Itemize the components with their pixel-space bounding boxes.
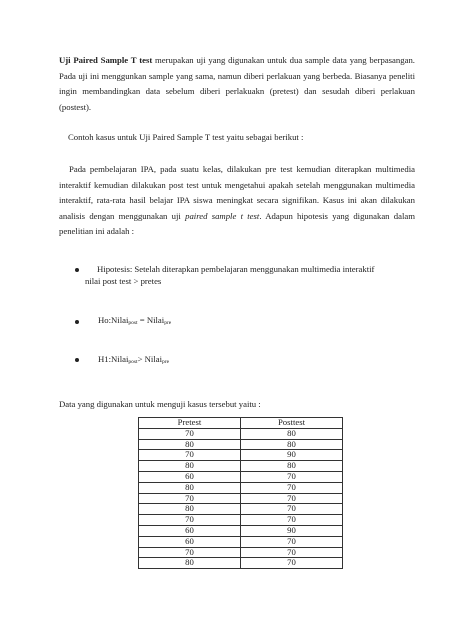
table-row <box>139 536 343 547</box>
posttest-cell: 70 <box>241 536 343 547</box>
intro-text: merupakan uji yang digunakan untuk dua sample data yang berpasangan. Pada uji ini menggunkan sample yang sama, namun diberi perlakuan yang berbeda. Biasanya peneliti ingin membandingkan data sebelum diberi perlakuakn (pretest) dan sesudah diberi perlakuan (postest). <box>59 55 415 112</box>
header-posttest: Posttest <box>241 418 343 429</box>
pretest-cell: 70 <box>139 493 241 504</box>
pretest-cell: 60 <box>139 525 241 536</box>
posttest-cell: 70 <box>241 547 343 558</box>
hypothesis-line-1: Hipotesis: Setelah diterapkan pembelajaran menggunakan multimedia interaktif <box>97 264 375 274</box>
posttest-cell: 80 <box>241 461 343 472</box>
case-text-italic: paired sample t test <box>185 210 260 221</box>
posttest-cell: 70 <box>241 482 343 493</box>
pretest-cell: 70 <box>139 428 241 439</box>
table-row <box>139 558 343 569</box>
data-table <box>138 417 343 569</box>
bullet-icon <box>75 320 79 324</box>
table-row <box>139 450 343 461</box>
intro-paragraph <box>59 53 415 115</box>
table-row <box>139 547 343 558</box>
h1-line <box>98 353 169 368</box>
table-row <box>139 439 343 450</box>
h0-mid: = Nilai <box>137 315 165 325</box>
h1-prefix: H1:Nilai <box>98 354 129 364</box>
pretest-cell: 70 <box>139 450 241 461</box>
header-pretest: Pretest <box>139 418 241 429</box>
pretest-cell: 70 <box>139 515 241 526</box>
case-paragraph <box>59 162 415 240</box>
pretest-cell: 80 <box>139 461 241 472</box>
table-row <box>139 515 343 526</box>
posttest-cell: 70 <box>241 471 343 482</box>
case-text: Pada pembelajaran IPA, pada suatu kelas, dilakukan pre test kemudian diterapkan multimedia interaktif kemudian dilakukan post test untuk mengetahui apakah setelah menggunakan multimedia interaktif, rata-rata hasil belajar IPA siswa meningkat secara signifikan. Kasus ini akan dilakukan analisis dengan menggunakan uji <box>59 164 415 221</box>
bullet-icon <box>75 358 79 362</box>
h1-sub-post: post <box>128 359 138 365</box>
pretest-cell: 80 <box>139 558 241 569</box>
h0-sub-pre: pre <box>164 320 172 326</box>
table-row <box>139 525 343 536</box>
bullet-icon <box>75 268 79 272</box>
posttest-cell: 80 <box>241 439 343 450</box>
h0-line <box>98 314 171 329</box>
example-heading: Contoh kasus untuk Uji Paired Sample T test yaitu sebagai berikut : <box>68 132 304 142</box>
pretest-cell: 80 <box>139 482 241 493</box>
table-header-row <box>139 418 343 429</box>
posttest-cell: 90 <box>241 525 343 536</box>
h0-prefix: Ho:Nilai <box>98 315 129 325</box>
table-row <box>139 504 343 515</box>
table-row <box>139 482 343 493</box>
h1-sub-pre: pre <box>162 359 170 365</box>
posttest-cell: 70 <box>241 504 343 515</box>
table-row <box>139 461 343 472</box>
posttest-cell: 80 <box>241 428 343 439</box>
h1-mid: > Nilai <box>137 354 163 364</box>
data-intro: Data yang digunakan untuk menguji kasus tersebut yaitu : <box>59 399 261 409</box>
pretest-cell: 60 <box>139 536 241 547</box>
h0-sub-post: post <box>128 320 138 326</box>
posttest-cell: 70 <box>241 515 343 526</box>
table-row <box>139 428 343 439</box>
pretest-cell: 70 <box>139 547 241 558</box>
intro-term: Uji Paired Sample T test <box>59 55 153 65</box>
table-row <box>139 471 343 482</box>
posttest-cell: 70 <box>241 493 343 504</box>
pretest-cell: 80 <box>139 439 241 450</box>
pretest-cell: 60 <box>139 471 241 482</box>
case-text-end: . Adapun hipotesis yang digunakan dalam penelitian ini adalah : <box>59 210 416 236</box>
pretest-cell: 80 <box>139 504 241 515</box>
table-row <box>139 493 343 504</box>
posttest-cell: 70 <box>241 558 343 569</box>
hypothesis-line-2: nilai post test > pretes <box>85 276 162 286</box>
posttest-cell: 90 <box>241 450 343 461</box>
